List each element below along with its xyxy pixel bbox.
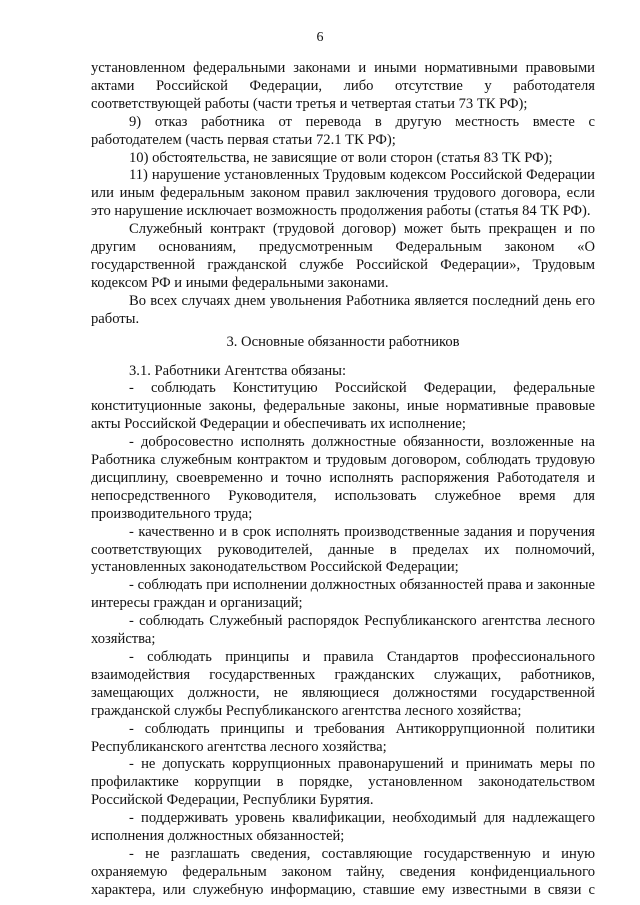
paragraph: установленном федеральными законами и иными нормативными правовыми актами Российской Федерации, либо отсутствие у работодателя соответствующей работы (части третья и четвертая статьи 73 ТК РФ);	[91, 60, 595, 112]
obligation-item: - соблюдать Служебный распорядок Республиканского агентства лесного хозяйства;	[91, 613, 595, 648]
obligation-item: - добросовестно исполнять должностные обязанности, возложенные на Работника служебным контрактом и трудовым договором, соблюдать трудовую дисциплину, своевременно и точно исполнять распоряжения Работодателя и непосредственного Руководителя, использовать служебное время для производительного труда;	[91, 434, 595, 522]
document-body	[91, 60, 595, 900]
subsection-heading: 3.1. Работники Агентства обязаны:	[129, 362, 347, 379]
obligation-item: - соблюдать при исполнении должностных обязанностей права и законные интересы граждан и организаций;	[91, 577, 595, 612]
paragraph: 10) обстоятельства, не зависящие от воли сторон (статья 83 ТК РФ);	[129, 149, 553, 166]
section-title: 3. Основные обязанности работников	[226, 333, 460, 350]
obligation-item: - не допускать коррупционных правонарушений и принимать меры по профилактике коррупции в порядке, установленном законодательством Российской Федерации, Республики Бурятия.	[91, 756, 595, 809]
obligation-item: - соблюдать Конституцию Российской Федерации, федеральные конституционные законы, федеральные законы, иные нормативные правовые акты Российской Федерации и обеспечивать их исполнение;	[91, 380, 595, 433]
page-number: 6	[316, 30, 324, 45]
obligation-item: - соблюдать принципы и правила Стандартов профессионального взаимодействия государственных гражданских служащих, работников, замещающих должности, не являющиеся должностями государственной гражданской службы Республиканского агентства лесного хозяйства;	[91, 649, 595, 719]
obligation-item: - качественно и в срок исполнять производственные задания и поручения соответствующих руководителей, данные в пределах их полномочий, установленных законодательством Российской Федерации;	[91, 523, 595, 576]
obligation-item: - не разглашать сведения, составляющие государственную и иную охраняемую федеральным законом тайну, сведения конфиденциального характера, или служебную информацию, ставшие ему известными в связи с	[91, 845, 595, 898]
paragraph: 9) отказ работника от перевода в другую местность вместе с работодателем (часть первая статьи 72.1 ТК РФ);	[91, 113, 595, 148]
paragraph: Во всех случаях днем увольнения Работника является последний день его работы.	[91, 292, 595, 327]
paragraph: Служебный контракт (трудовой договор) может быть прекращен и по другим основаниям, предусмотренным Федеральным законом «О государственной гражданской службе Российской Федерации», Трудовым кодексом РФ и иными федеральными законами.	[91, 221, 595, 291]
obligation-item: - соблюдать принципы и требования Антикоррупционной политики Республиканского агентства лесного хозяйства;	[91, 720, 595, 755]
obligation-item: - поддерживать уровень квалификации, необходимый для надлежащего исполнения должностных обязанностей;	[91, 810, 595, 845]
paragraph: 11) нарушение установленных Трудовым кодексом Российской Федерации или иным федеральным законом правил заключения трудового договора, если это нарушение исключает возможность продолжения работы (статья 84 ТК РФ).	[91, 167, 595, 220]
